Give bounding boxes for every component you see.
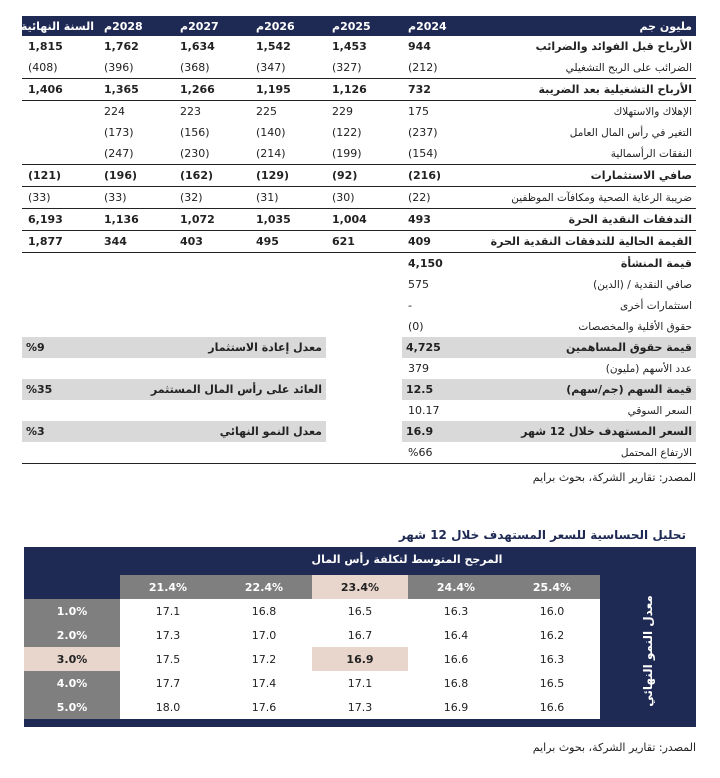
- valuation-row: [22, 442, 696, 464]
- assumption-value: %9: [22, 337, 174, 358]
- cell: 16.3: [504, 647, 600, 671]
- wacc-header: 24.4%: [408, 575, 504, 599]
- sensitivity-table: [24, 547, 696, 727]
- valuation-row: [22, 400, 696, 421]
- valuation-row: [22, 421, 696, 442]
- cell: 1,136: [98, 209, 174, 231]
- cell: (140): [256, 126, 286, 139]
- cell: 17.3: [120, 623, 216, 647]
- valuation-label: قيمة السهم (جم/سهم): [478, 379, 696, 400]
- row-label: القيمة الحالية للتدفقات النقدية الحرة: [478, 231, 696, 253]
- valuation-value: 10.17: [408, 404, 440, 417]
- cell: 225: [256, 105, 277, 118]
- cell: (30): [326, 187, 402, 209]
- cell: 16.8: [216, 599, 312, 623]
- cell: 1,072: [174, 209, 250, 231]
- cell: 16.6: [408, 647, 504, 671]
- table-row: [22, 57, 696, 79]
- cell: 17.4: [216, 671, 312, 695]
- wacc-header: 22.4%: [216, 575, 312, 599]
- valuation-label: قيمة المنشأة: [620, 257, 692, 270]
- cell: (92): [326, 165, 402, 187]
- cell: (121): [22, 165, 98, 187]
- header-terminal: السنة النهائية: [22, 16, 98, 36]
- assumption-value: %3: [22, 421, 174, 442]
- wacc-caption: المرجح المتوسط لتكلفة رأس المال: [311, 553, 503, 566]
- cell: 493: [402, 209, 478, 231]
- assumption-label: العائد على رأس المال المستثمر: [174, 379, 326, 400]
- table-row: [22, 79, 696, 101]
- cell: 16.2: [504, 623, 600, 647]
- cell: (368): [174, 57, 250, 79]
- valuation-label: قيمة حقوق المساهمين: [478, 337, 696, 358]
- cell: 17.1: [312, 671, 408, 695]
- valuation-label: صافي النقدية / (الدين): [593, 278, 692, 291]
- cell: 732: [402, 79, 478, 101]
- wacc-header-selected: 23.4%: [312, 575, 408, 599]
- table-row: [22, 143, 696, 165]
- table-row: [24, 671, 600, 695]
- growth-header: 4.0%: [24, 671, 120, 695]
- cell: (199): [326, 143, 402, 165]
- cell: 1,762: [104, 40, 139, 53]
- cell: 16.0: [504, 599, 600, 623]
- cell: 17.3: [312, 695, 408, 719]
- cell: 16.6: [504, 695, 600, 719]
- row-label: التغير في رأس المال العامل: [569, 126, 692, 139]
- valuation-value: (0): [408, 320, 424, 333]
- valuation-value: 4,150: [408, 257, 443, 270]
- cell: (154): [402, 143, 478, 165]
- table-row: [24, 647, 600, 671]
- cell: 1,035: [250, 209, 326, 231]
- valuation-value: 4,725: [402, 337, 478, 358]
- cell: (162): [174, 165, 250, 187]
- cell: 1,634: [180, 40, 215, 53]
- cell: (196): [98, 165, 174, 187]
- table-row: [22, 122, 696, 143]
- valuation-label: السعر السوقي: [627, 404, 692, 417]
- cell: 16.7: [312, 623, 408, 647]
- cell: 16.3: [408, 599, 504, 623]
- cell: (396): [98, 57, 174, 79]
- cell: (33): [98, 187, 174, 209]
- header-2027: 2027م: [174, 16, 250, 36]
- cell: 16.4: [408, 623, 504, 647]
- cell: 1,126: [326, 79, 402, 101]
- table-row: [24, 695, 600, 719]
- cell: 17.2: [216, 647, 312, 671]
- cell: 1,266: [174, 79, 250, 101]
- cell: (212): [402, 57, 478, 79]
- cell: 944: [408, 40, 431, 53]
- row-label: النفقات الرأسمالية: [478, 143, 696, 165]
- growth-header-selected: 3.0%: [24, 647, 120, 671]
- assumption-label: معدل النمو النهائي: [174, 421, 326, 442]
- table-row: [22, 101, 696, 123]
- growth-header: 5.0%: [24, 695, 120, 719]
- cell: [22, 122, 98, 143]
- dcf-header-row: [22, 16, 696, 36]
- table-row: [24, 599, 600, 623]
- wacc-header-row: [24, 575, 600, 599]
- table-row: [22, 36, 696, 57]
- cell: 17.1: [120, 599, 216, 623]
- valuation-row: [22, 379, 696, 400]
- cell: (32): [174, 187, 250, 209]
- cell: (347): [250, 57, 326, 79]
- assumption-label: معدل إعادة الاستثمار: [174, 337, 326, 358]
- cell: 1,542: [256, 40, 291, 53]
- dcf-table: [22, 16, 696, 464]
- cell: 17.5: [120, 647, 216, 671]
- cell: (33): [22, 187, 98, 209]
- cell: [22, 143, 98, 165]
- wacc-header: 21.4%: [120, 575, 216, 599]
- cell: 1,877: [22, 231, 98, 253]
- cell: 621: [326, 231, 402, 253]
- source-note: المصدر: تقارير الشركة، بحوث برايم: [532, 471, 696, 484]
- cell-selected: 16.9: [312, 647, 408, 671]
- cell: (122): [332, 126, 362, 139]
- valuation-value: 379: [408, 362, 429, 375]
- cell: (173): [104, 126, 134, 139]
- cell: 403: [174, 231, 250, 253]
- cell: 495: [250, 231, 326, 253]
- cell: 344: [98, 231, 174, 253]
- header-2024: 2024م: [402, 16, 478, 36]
- valuation-row: [22, 358, 696, 379]
- cell: 18.0: [120, 695, 216, 719]
- cell: (408): [22, 57, 98, 79]
- table-row: [22, 231, 696, 253]
- growth-header: 2.0%: [24, 623, 120, 647]
- source-note: المصدر: تقارير الشركة، بحوث برايم: [532, 741, 696, 754]
- header-2028: 2028م: [98, 16, 174, 36]
- row-label: التدفقات النقدية الحرة: [478, 209, 696, 231]
- valuation-label: الارتفاع المحتمل: [478, 442, 696, 464]
- valuation-label: حقوق الأقلية والمخصصات: [578, 320, 692, 333]
- valuation-value: 12.5: [402, 379, 478, 400]
- assumption-value: %35: [22, 379, 174, 400]
- cell: 17.7: [120, 671, 216, 695]
- cell: 1,365: [98, 79, 174, 101]
- cell: 16.8: [408, 671, 504, 695]
- row-label: الإهلاك والاستهلاك: [613, 105, 692, 118]
- header-label: مليون جم: [478, 16, 696, 36]
- cell: 1,453: [332, 40, 367, 53]
- cell: 1,004: [326, 209, 402, 231]
- valuation-row: [22, 274, 696, 295]
- table-row: [22, 165, 696, 187]
- growth-caption: معدل النمو النهائي: [641, 595, 655, 707]
- cell: (247): [98, 143, 174, 165]
- cell: 16.5: [312, 599, 408, 623]
- cell: 16.5: [504, 671, 600, 695]
- header-2026: 2026م: [250, 16, 326, 36]
- cell: 17.0: [216, 623, 312, 647]
- valuation-label: السعر المستهدف خلال 12 شهر: [478, 421, 696, 442]
- cell: 224: [104, 105, 125, 118]
- table-row: [22, 187, 696, 209]
- row-label: ضريبة الرعاية الصحية ومكافآت الموظفين: [478, 187, 696, 209]
- row-label: الضرائب على الربح التشغيلي: [478, 57, 696, 79]
- cell: (237): [408, 126, 438, 139]
- cell: (214): [250, 143, 326, 165]
- cell: 223: [180, 105, 201, 118]
- cell: 1,195: [250, 79, 326, 101]
- valuation-row: [22, 295, 696, 316]
- cell: (22): [402, 187, 478, 209]
- cell: 16.9: [408, 695, 504, 719]
- cell: 175: [408, 105, 429, 118]
- cell: 229: [332, 105, 353, 118]
- valuation-row: [22, 316, 696, 337]
- cell: (156): [180, 126, 210, 139]
- wacc-header: 25.4%: [504, 575, 600, 599]
- valuation-value: 16.9: [402, 421, 478, 442]
- valuation-value: %66: [402, 442, 478, 464]
- cell: (230): [174, 143, 250, 165]
- cell: 17.6: [216, 695, 312, 719]
- growth-caption-box: [600, 575, 696, 727]
- header-2025: 2025م: [326, 16, 402, 36]
- row-label: صافي الاستثمارات: [478, 165, 696, 187]
- cell: [22, 101, 98, 123]
- row-label: الأرباح التشغيلية بعد الضريبة: [478, 79, 696, 101]
- growth-header: 1.0%: [24, 599, 120, 623]
- table-row: [24, 623, 600, 647]
- cell: 1,815: [28, 40, 63, 53]
- sensitivity-grid: [24, 575, 600, 719]
- cell: (31): [250, 187, 326, 209]
- valuation-label: استثمارات أخرى: [620, 299, 692, 312]
- valuation-row: [22, 253, 696, 275]
- cell: 409: [402, 231, 478, 253]
- cell: (327): [326, 57, 402, 79]
- cell: 6,193: [22, 209, 98, 231]
- table-row: [22, 209, 696, 231]
- row-label: الأرباح قبل الفوائد والضرائب: [535, 40, 692, 53]
- dcf-section: [20, 16, 696, 484]
- sensitivity-title: تحليل الحساسية للسعر المستهدف خلال 12 شهر: [398, 528, 686, 542]
- cell: (129): [250, 165, 326, 187]
- valuation-value: -: [408, 299, 412, 312]
- valuation-label: عدد الأسهم (مليون): [605, 362, 692, 375]
- valuation-value: 575: [408, 278, 429, 291]
- valuation-row: [22, 337, 696, 358]
- cell: 1,406: [22, 79, 98, 101]
- cell: (216): [402, 165, 478, 187]
